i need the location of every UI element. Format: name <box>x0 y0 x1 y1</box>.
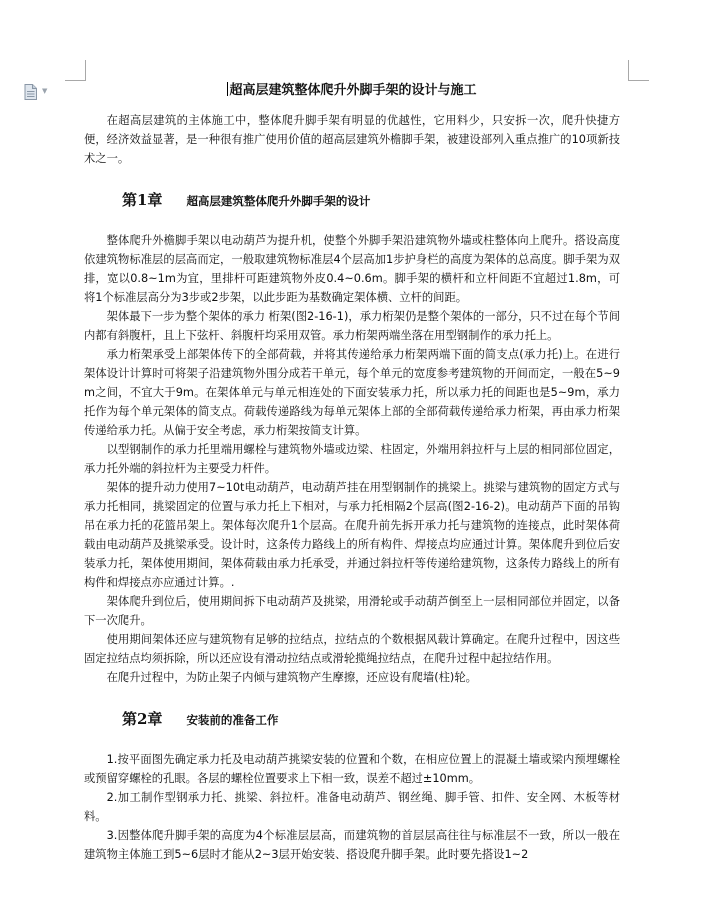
paragraph: 整体爬升外檐脚手架以电动葫芦为提升机，使整个外脚手架沿建筑物外墙或柱整体向上爬升。搭设高度依建筑物标准层的层高而定，一般取建筑物标准层4个层高加1步护身栏的高度为架体的总高度。脚手架为双排，宽以0.8~1m为宜，里排杆可距建筑物外皮0.4~0.6m。脚手架的横杆和立杆间距不宜超过1.8m，可将1个标准层高分为3步或2步架，以此步距为基数确定架体横、立杆的间距。 <box>84 234 620 304</box>
page-corner-mark-top-right <box>628 60 649 81</box>
paragraph: 以型钢制作的承力托里端用螺栓与建筑物外墙或边梁、柱固定，外端用斜拉杆与上层的相同部位固定，承力托外端的斜拉杆为主要受力杆件。 <box>84 443 620 475</box>
document-title <box>84 80 620 102</box>
paragraph: 使用期间架体还应与建筑物有足够的拉结点，拉结点的个数根据风载计算确定。在爬升过程中，因这些固定拉结点均须拆除，所以还应设有滑动拉结点或滑轮揽绳拉结点，在爬升过程中起拉结作用。 <box>84 633 620 665</box>
chevron-down-icon[interactable]: ▼ <box>42 87 48 95</box>
paragraph: 架体最下一步为整个架体的承力 桁架(图2-16-1)，承力桁架仍是整个架体的一部分，只不过在每个节间内都有斜腹杆，且上下弦杆、斜腹杆均采用双管。承力桁架两端坐落在用型钢制作的承力托上。 <box>84 310 620 342</box>
page-corner-mark-top-left <box>65 60 86 81</box>
paragraph: 承力桁架承受上部架体传下的全部荷载，并将其传递给承力桁架两端下面的简支点(承力托)上。在进行架体设计计算时可将架子沿建筑物外围分成若干单元，每个单元的宽度参考建筑物的开间而定，一般在5~9m之间，不宜大于9m。在架体单元与单元相连处的下面安装承力托，所以承力托的间距也是5~9m，承力托作为每个单元架体的简支点。荷载传递路线为每单元架体上部的全部荷载传递给承力桁架，再由承力桁架传递给承力托。从偏于安全考虑，承力桁架按简支计算。 <box>84 348 620 437</box>
paragraph: 架体爬升到位后，使用期间拆下电动葫芦及挑梁，用滑轮或手动葫芦倒至上一层相同部位并固定，以备下一次爬升。 <box>84 595 620 627</box>
document-title-text: 超高层建筑整体爬升外脚手架的设计与施工 <box>229 83 477 98</box>
paragraph: 3.因整体爬升脚手架的高度为4个标准层层高，而建筑物的首层层高往往与标准层不一致，所以一般在建筑物主体施工到5~6层时才能从2~3层开始安装、搭设爬升脚手架。此时要先搭设1~2 <box>84 829 620 861</box>
document-page[interactable] <box>84 80 620 864</box>
paragraph: 架体的提升动力使用7~10t电动葫芦，电动葫芦挂在用型钢制作的挑梁上。挑梁与建筑物的固定方式与承力托相同，挑梁固定的位置与承力托上下相对，与承力托相隔2个层高(图2-16-2)。电动葫芦下面的吊钩吊在承力托的花篮吊架上。架体每次爬升1个层高。在爬升前先拆开承力托与建筑物的连接点，此时架体荷载由电动葫芦及挑梁承受。设计时，这条传力路线上的所有构件、焊接点均应通过计算。架体爬升到位后安装承力托，架体使用期间，架体荷载由承力托承受，并通过斜拉杆等传递给建筑物，这条传力路线上的所有构件和焊接点亦应通过计算。. <box>84 481 620 589</box>
chapter-1-heading <box>84 188 620 213</box>
paragraph: 在爬升过程中，为防止架子内倾与建筑物产生摩擦，还应设有爬墙(柱)轮。 <box>106 671 477 684</box>
chapter-title: 安装前的准备工作 <box>186 713 279 727</box>
intro-paragraph: 在超高层建筑的主体施工中，整体爬升脚手架有明显的优越性，它用料少，只安拆一次，爬升快捷方便，经济效益显著，是一种很有推广使用价值的超高层建筑外檐脚手架，被建设部列入重点推广的10项新技术之一。 <box>84 114 620 165</box>
chapter-title: 超高层建筑整体爬升外脚手架的设计 <box>186 194 371 208</box>
chapter-2-heading <box>84 707 620 732</box>
chapter-number: 第1章 <box>122 191 163 209</box>
document-icon[interactable] <box>24 84 37 100</box>
paragraph: 2.加工制作型钢承力托、挑梁、斜拉杆。准备电动葫芦、钢丝绳、脚手管、扣件、安全网、木板等材料。 <box>84 791 620 823</box>
paragraph: 1.按平面图先确定承力托及电动葫芦挑梁安装的位置和个数，在相应位置上的混凝土墙或梁内预埋螺栓或预留穿螺栓的孔眼。各层的螺栓位置要求上下相一致，误差不超过±10mm。 <box>84 753 620 785</box>
chapter-number: 第2章 <box>122 710 163 728</box>
